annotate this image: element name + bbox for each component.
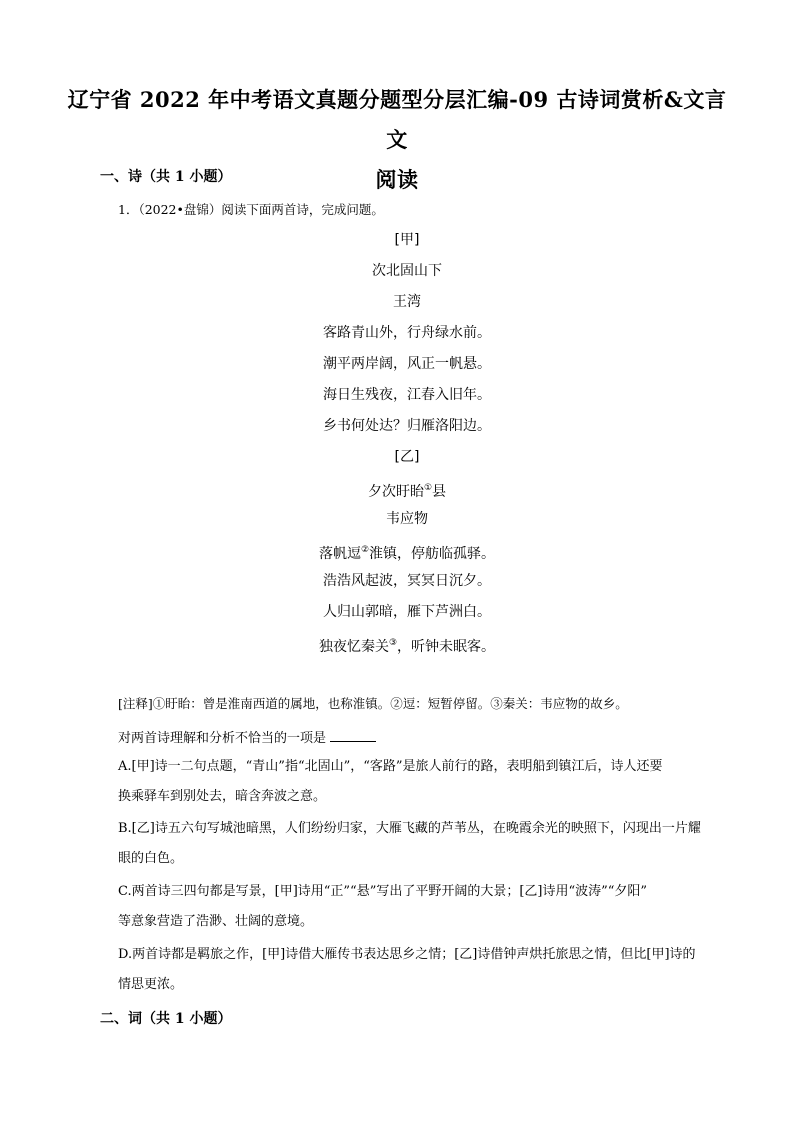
poem-jia-line: 客路青山外，行舟绿水前。 (323, 325, 491, 341)
poem-yi-text: 独夜忆秦关 (318, 639, 389, 655)
footnote-mark: ① (423, 483, 433, 493)
poem-jia-line: 潮平两岸阔，风正一帆悬。 (323, 356, 491, 372)
poem-jia-label: [甲] (394, 232, 420, 248)
option-c-line: 等意象营造了浩渺、壮阔的意境。 (118, 914, 314, 929)
footnote-mark: ③ (388, 638, 398, 648)
poem-yi-text: 落帆逗 (318, 546, 361, 562)
option-c (118, 877, 722, 937)
poem-yi-line (200, 535, 614, 566)
annotation-note: [注释]①盱眙：曾是淮南西道的属地，也称淮镇。②逗：短暂停留。③秦关：韦应物的故乡。 (118, 696, 628, 711)
answer-blank[interactable] (330, 729, 376, 742)
poem-yi-text: ，听钟未眠客。 (397, 639, 496, 655)
option-a-line: 换乘驿车到别处去，暗含奔波之意。 (118, 789, 327, 804)
poem-yi-title-text: 夕次盱眙 (367, 484, 424, 500)
poem-jia-author: 王湾 (393, 294, 421, 310)
poem-yi-title-text: 县 (432, 484, 447, 500)
option-b-line: B.[乙]诗五六句写城池暗黑，人们纷纷归家，大雁飞藏的芦苇丛，在晚霞余光的映照下，闪现出一片耀 (118, 821, 701, 836)
question-stem-text: 对两首诗理解和分析不恰当的一项是 (118, 731, 327, 746)
footnote-mark: ② (360, 545, 370, 555)
option-b-line: 眼的白色。 (118, 851, 184, 866)
poem-jia-line: 海日生残夜，江春入旧年。 (323, 387, 491, 403)
title-line-2: 阅读 (375, 167, 419, 192)
option-a (118, 752, 722, 812)
poem-jia-line: 乡书何处达？归雁洛阳边。 (323, 418, 491, 434)
question-stem (118, 727, 376, 746)
section-heading-poetry: 一、诗（共 1 小题） (100, 169, 232, 185)
poem-yi-line: 人归山郭暗，雁下芦洲白。 (323, 604, 491, 620)
section-heading-ci: 二、词（共 1 小题） (100, 1011, 232, 1027)
option-a-line: A.[甲]诗一二句点题，“青山”指“北固山”，“客路”是旅人前行的路，表明船到镇江后，诗人还要 (118, 759, 663, 774)
title-line-1: 辽宁省 2022 年中考语文真题分题型分层汇编-09 古诗词赏析&文言文 (67, 87, 727, 152)
option-d-line: D.两首诗都是羁旅之作，[甲]诗借大雁传书表达思乡之情；[乙]诗借钟声烘托旅思之情，但比[甲]诗的 (118, 947, 696, 962)
option-b (118, 814, 722, 874)
option-d (118, 940, 722, 1000)
poem-yi-line: 浩浩风起波，冥冥日沉夕。 (323, 573, 491, 589)
poem-yi-line (200, 628, 614, 659)
question-intro: 1．（2022•盘锦）阅读下面两首诗，完成问题。 (118, 202, 384, 217)
poem-yi-author: 韦应物 (386, 511, 428, 527)
poem-block (200, 225, 614, 659)
poem-yi-label: [乙] (394, 449, 420, 465)
option-c-line: C.两首诗三四句都是写景，[甲]诗用“正”“悬”写出了平野开阔的大景；[乙]诗用“波涛”“夕阳” (118, 884, 648, 899)
poem-yi-title (200, 473, 614, 504)
option-d-line: 情思更浓。 (118, 977, 184, 992)
poem-yi-text: 淮镇，停舫临孤驿。 (369, 546, 496, 562)
poem-jia-title: 次北固山下 (372, 263, 442, 279)
